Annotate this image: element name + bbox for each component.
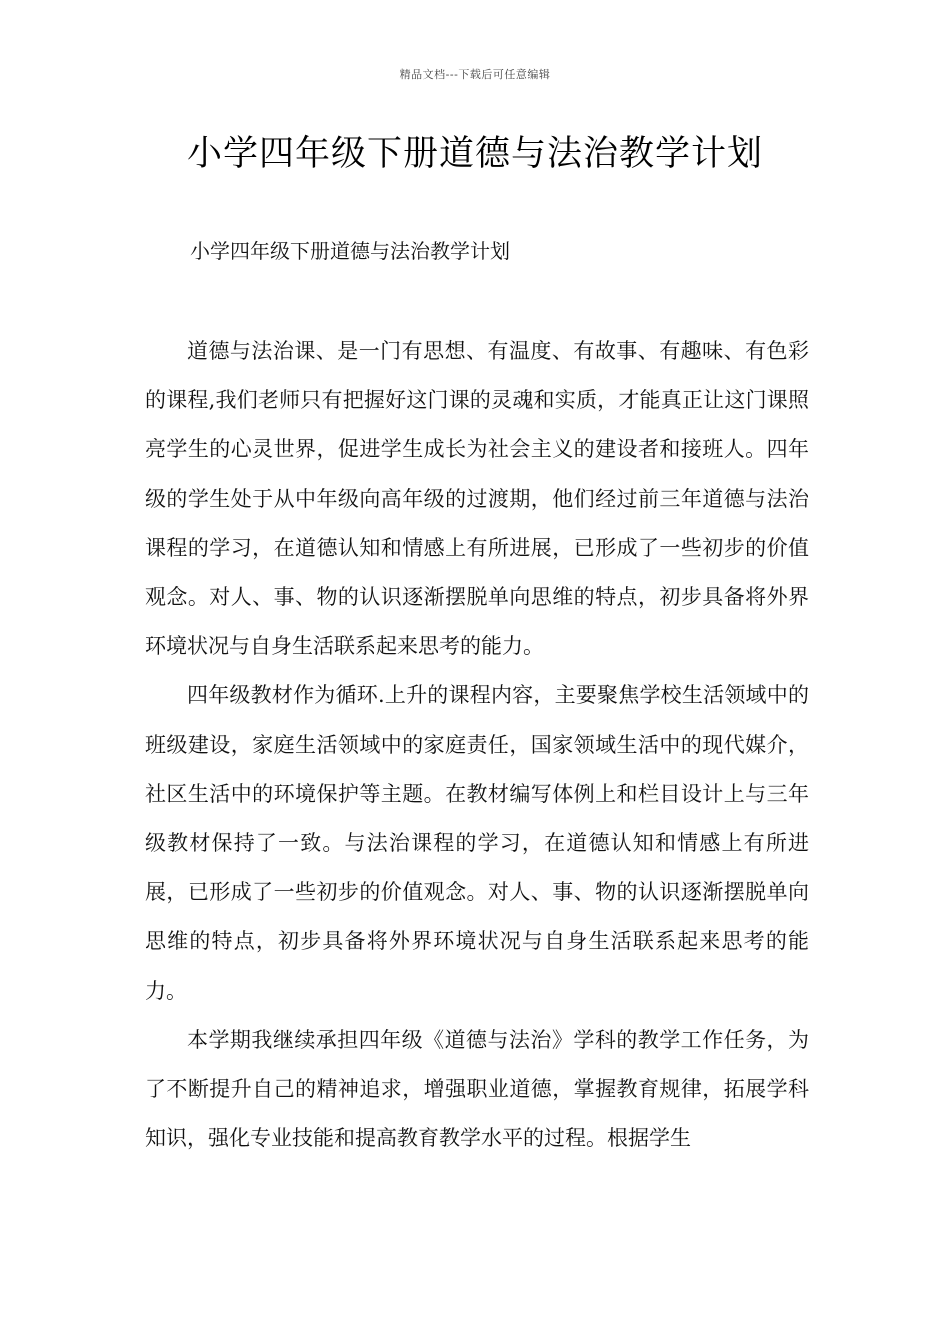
- body-text: [145, 327, 809, 1163]
- paragraph-2: 四年级教材作为循环.上升的课程内容，主要聚焦学校生活领域中的班级建设，家庭生活领域中的家庭责任，国家领域生活中的现代媒介，社区生活中的环境保护等主题。在教材编写体例上和栏目设计上与三年级教材保持了一致。与法治课程的学习，在道德认知和情感上有所进展，已形成了一些初步的价值观念。对人、事、物的认识逐渐摆脱单向思维的特点，初步具备将外界环境状况与自身生活联系起来思考的能力。: [145, 683, 809, 1003]
- header-note: 精品文档---下载后可任意编辑: [399, 68, 551, 81]
- paragraph-3: 本学期我继续承担四年级《道德与法治》学科的教学工作任务，为了不断提升自己的精神追求，增强职业道德，掌握教育规律，拓展学科知识，强化专业技能和提高教育教学水平的过程。根据学生: [145, 1027, 809, 1151]
- paragraph-1: 道德与法治课、是一门有思想、有温度、有故事、有趣味、有色彩的课程,我们老师只有把握好这门课的灵魂和实质，才能真正让这门课照亮学生的心灵世界，促进学生成长为社会主义的建设者和接班人。四年级的学生处于从中年级向高年级的过渡期，他们经过前三年道德与法治课程的学习，在道德认知和情感上有所进展，已形成了一些初步的价值观念。对人、事、物的认识逐渐摆脱单向思维的特点，初步具备将外界环境状况与自身生活联系起来思考的能力。: [145, 339, 809, 659]
- document-title: 小学四年级下册道德与法治教学计划: [186, 134, 763, 174]
- document-subtitle: 小学四年级下册道德与法治教学计划: [190, 239, 510, 263]
